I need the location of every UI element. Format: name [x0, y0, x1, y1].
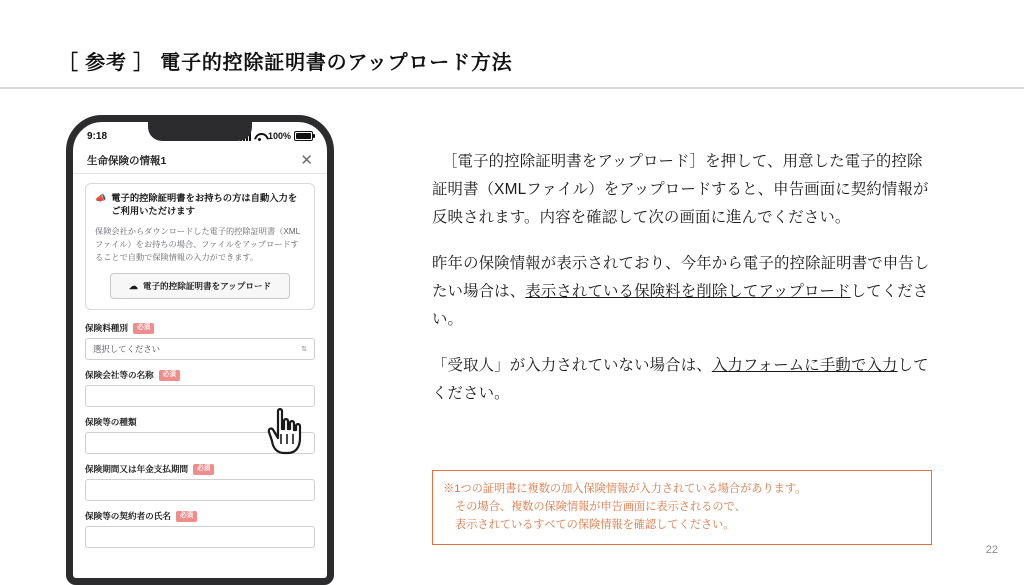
field-label-text: 保険等の種類	[85, 417, 137, 428]
note-box	[432, 470, 932, 545]
phone-notch	[148, 122, 252, 141]
note-line-3: 表示されているすべての保険情報を確認してください。	[455, 519, 735, 532]
cloud-upload-icon: ☁	[128, 280, 138, 291]
required-badge: 必須	[176, 511, 197, 522]
page-number: 22	[985, 544, 998, 556]
info-card-body: 保険会社からダウンロードした電子的控除証明書（XMLファイル）をお持ちの場合、ファイルをアップロードすることで自動で保険情報の入力ができます。	[95, 226, 301, 263]
paragraph-2-underlined: 表示されている保険料を削除してアップロード	[525, 283, 851, 301]
paragraph-3	[432, 352, 932, 408]
header-divider	[0, 87, 1024, 89]
required-badge: 必須	[159, 370, 180, 381]
upload-certificate-button-label: 電子的控除証明書をアップロード	[142, 281, 272, 292]
status-time: 9:18	[87, 130, 108, 142]
field-label-insurance-type	[85, 322, 315, 334]
note-line-1: ※1つの証明書に複数の加入保険情報が入力されている場合があります。	[443, 483, 807, 495]
input-company-name[interactable]	[85, 385, 315, 407]
upload-certificate-button[interactable]	[110, 273, 290, 299]
required-badge: 必須	[193, 464, 214, 475]
input-insurance-kind[interactable]	[85, 432, 315, 454]
select-insurance-type-value: 選択してください	[93, 344, 160, 355]
phone-frame	[66, 115, 334, 585]
chevron-updown-icon: ⇅	[301, 345, 307, 353]
upload-info-card	[85, 183, 315, 310]
field-label-contractor-name	[85, 510, 315, 522]
input-insurance-period[interactable]	[85, 479, 315, 501]
paragraph-3-underlined: 入力フォームに手動で入力	[711, 357, 898, 375]
required-badge: 必須	[133, 323, 154, 334]
field-label-company-name	[85, 369, 315, 381]
app-header	[73, 148, 327, 174]
info-card-heading-row	[95, 192, 305, 219]
field-label-insurance-kind	[85, 416, 315, 428]
paragraph-3-part-1: 「受取人」が入力されていない場合は、	[432, 357, 712, 375]
page-title: ［ 参考 ］ 電子的控除証明書のアップロード方法	[58, 52, 513, 74]
body-text-column	[432, 148, 932, 426]
field-label-text: 保険会社等の名称	[85, 370, 154, 381]
status-indicators	[240, 131, 313, 141]
app-header-title: 生命保険の情報1	[87, 155, 167, 167]
paragraph-2-part-3: してください。	[432, 283, 929, 329]
app-body	[73, 175, 327, 578]
field-label-insurance-period	[85, 463, 315, 475]
paragraph-3-part-3: してください。	[432, 357, 929, 403]
info-card-heading: 電子的控除証明書をお持ちの方は自動入力をご利用いただけます	[111, 193, 298, 217]
megaphone-icon: 📣	[95, 193, 107, 203]
field-label-text: 保険期間又は年金支払期間	[85, 464, 189, 475]
paragraph-1	[432, 148, 932, 232]
battery-full-icon	[294, 131, 313, 141]
battery-percent-label: 100%	[267, 131, 291, 141]
field-label-text: 保険料種別	[85, 323, 128, 334]
field-label-text: 保険等の契約者の氏名	[85, 511, 171, 522]
paragraph-2-part-1: 昨年の保険情報が表示されており、今年から電子的控除証明書で申告したい場合は、	[432, 255, 930, 301]
wifi-icon	[254, 132, 265, 141]
slide-header	[0, 46, 1024, 90]
paragraph-1-text: ［電子的控除証明書をアップロード］を押して、用意した電子的控除証明書（XMLファイル）をアップロードすると、申告画面に契約情報が反映されます。内容を確認して次の画面に進んでください。	[432, 153, 929, 227]
phone-mockup	[66, 115, 336, 585]
close-icon[interactable]: ✕	[300, 152, 313, 169]
paragraph-2	[432, 250, 932, 334]
input-contractor-name[interactable]	[85, 526, 315, 548]
note-line-2: その場合、複数の保険情報が申告画面に表示されるので、	[455, 501, 746, 514]
select-insurance-type[interactable]	[85, 338, 315, 360]
